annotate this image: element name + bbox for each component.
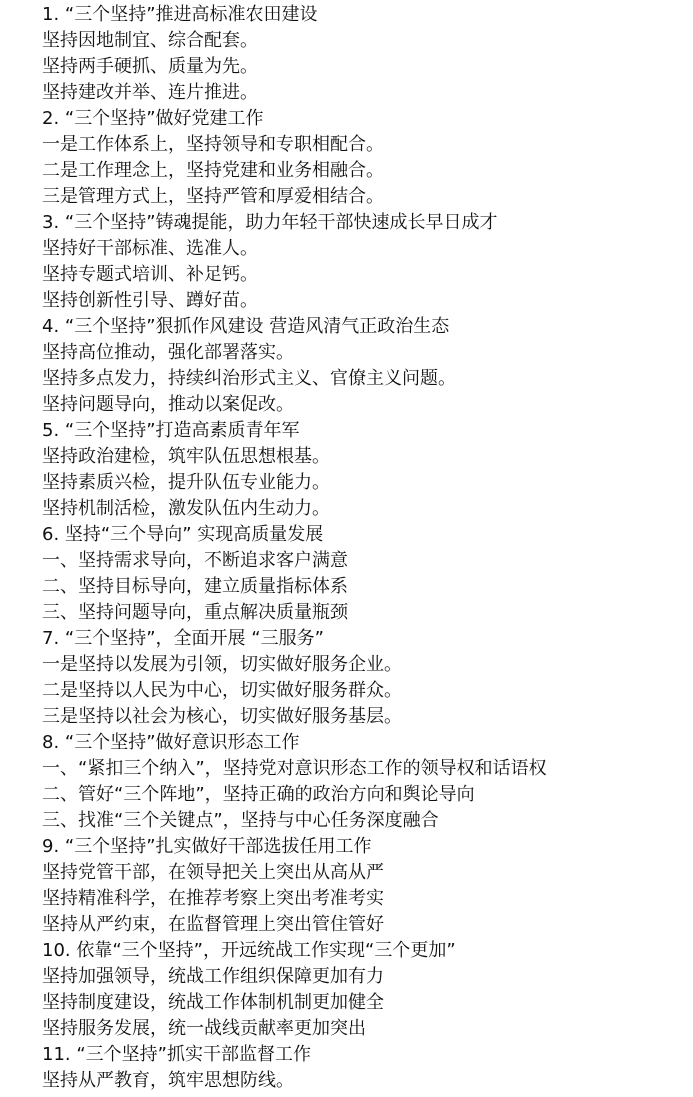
section-item: 坚持好干部标准、选准人。 — [42, 238, 258, 259]
section-item: 坚持两手硬抓、质量为先。 — [42, 56, 258, 77]
section-heading: 6. 坚持“三个导向” 实现高质量发展 — [42, 524, 324, 545]
section-item: 三、找准“三个关键点”，坚持与中心任务深度融合 — [42, 810, 439, 831]
section-item: 坚持因地制宜、综合配套。 — [42, 30, 258, 51]
section-item: 坚持制度建设，统战工作体制机制更加健全 — [42, 992, 384, 1013]
section-item: 三、坚持问题导向，重点解决质量瓶颈 — [42, 602, 348, 623]
section-heading: 5. “三个坚持”打造高素质青年军 — [42, 420, 300, 441]
section-heading: 4. “三个坚持”狠抓作风建设 营造风清气正政治生态 — [42, 316, 450, 337]
section-heading: 8. “三个坚持”做好意识形态工作 — [42, 732, 300, 753]
section-heading: 3. “三个坚持”铸魂提能，助力年轻干部快速成长早日成才 — [42, 212, 498, 233]
section-item: 二是坚持以人民为中心，切实做好服务群众。 — [42, 680, 402, 701]
section-item: 坚持服务发展，统一战线贡献率更加突出 — [42, 1018, 366, 1039]
section-item: 一、“紧扣三个纳入”，坚持党对意识形态工作的领导权和话语权 — [42, 758, 547, 779]
section-heading: 7. “三个坚持”，全面开展 “三服务” — [42, 628, 324, 649]
section-item: 坚持建改并举、连片推进。 — [42, 82, 258, 103]
section-item: 坚持问题导向，推动以案促改。 — [42, 394, 294, 415]
section-item: 二是工作理念上，坚持党建和业务相融合。 — [42, 160, 384, 181]
section-heading: 2. “三个坚持”做好党建工作 — [42, 108, 264, 129]
section-item: 一是工作体系上，坚持领导和专职相配合。 — [42, 134, 384, 155]
section-item: 一、坚持需求导向，不断追求客户满意 — [42, 550, 348, 571]
section-item: 坚持加强领导，统战工作组织保障更加有力 — [42, 966, 384, 987]
section-heading: 1. “三个坚持”推进高标准农田建设 — [42, 4, 318, 25]
section-item: 坚持党管干部，在领导把关上突出从高从严 — [42, 862, 384, 883]
section-item: 坚持多点发力，持续纠治形式主义、官僚主义问题。 — [42, 368, 456, 389]
section-item: 坚持精准科学，在推荐考察上突出考准考实 — [42, 888, 384, 909]
section-heading: 11. “三个坚持”抓实干部监督工作 — [42, 1044, 311, 1065]
section-item: 一是坚持以发展为引领，切实做好服务企业。 — [42, 654, 402, 675]
section-item: 二、坚持目标导向，建立质量指标体系 — [42, 576, 348, 597]
section-item: 坚持机制活检，激发队伍内生动力。 — [42, 498, 330, 519]
section-item: 坚持专题式培训、补足钙。 — [42, 264, 258, 285]
section-item: 坚持高位推动，强化部署落实。 — [42, 342, 294, 363]
section-item: 坚持创新性引导、蹲好苗。 — [42, 290, 258, 311]
document-body — [42, 2, 690, 1094]
section-item: 坚持素质兴检，提升队伍专业能力。 — [42, 472, 330, 493]
section-heading: 9. “三个坚持”扎实做好干部选拔任用工作 — [42, 836, 372, 857]
section-item: 三是坚持以社会为核心，切实做好服务基层。 — [42, 706, 402, 727]
section-item: 坚持从严约束，在监督管理上突出管住管好 — [42, 914, 384, 935]
section-item: 坚持政治建检，筑牢队伍思想根基。 — [42, 446, 330, 467]
section-item: 坚持从严教育，筑牢思想防线。 — [42, 1070, 294, 1091]
section-item: 三是管理方式上，坚持严管和厚爱相结合。 — [42, 186, 384, 207]
section-heading: 10. 依靠“三个坚持”，开远统战工作实现“三个更加” — [42, 940, 456, 961]
section-item: 二、管好“三个阵地”，坚持正确的政治方向和舆论导向 — [42, 784, 475, 805]
